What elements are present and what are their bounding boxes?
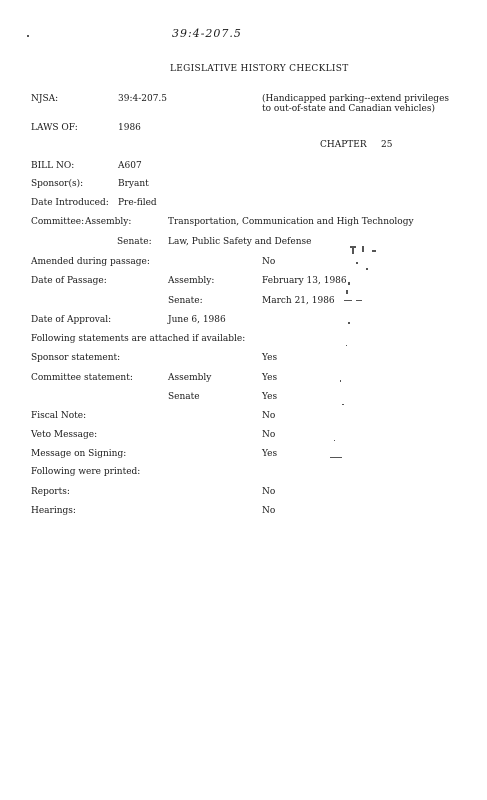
passage-assembly-value: February 13, 1986: [262, 276, 347, 286]
following-attached-heading: Following statements are attached if available:: [31, 334, 246, 344]
amended-value: No: [262, 257, 276, 267]
sponsor-value: Bryant: [118, 179, 149, 189]
fiscal-note-label: Fiscal Note:: [31, 411, 87, 421]
date-of-approval-label: Date of Approval:: [31, 315, 112, 325]
committee-statement-assembly-value: Yes: [262, 373, 278, 383]
veto-message-label: Veto Message:: [31, 430, 98, 440]
njsa-label: NJSA:: [31, 94, 59, 104]
handwritten-reference: 39:4-207.5: [172, 27, 242, 40]
committee-assembly-label: Assembly:: [85, 217, 132, 227]
amended-label: Amended during passage:: [31, 257, 150, 267]
date-of-approval-value: June 6, 1986: [168, 315, 226, 325]
committee-assembly-value: Transportation, Communication and High Technology: [168, 217, 414, 227]
committee-statement-senate-value: Yes: [262, 392, 278, 402]
reports-value: No: [262, 487, 276, 497]
bill-no-value: A607: [118, 161, 142, 171]
message-on-signing-label: Message on Signing:: [31, 449, 127, 459]
chapter-value: 25: [381, 140, 393, 150]
committee-label: Committee:: [31, 217, 85, 227]
page-title: LEGISLATIVE HISTORY CHECKLIST: [170, 64, 349, 74]
committee-senate-label: Senate:: [117, 237, 152, 247]
committee-statement-senate-label: Senate: [168, 392, 200, 402]
hearings-value: No: [262, 506, 276, 516]
date-introduced-label: Date Introduced:: [31, 198, 109, 208]
message-on-signing-value: Yes: [262, 449, 278, 459]
passage-senate-value: March 21, 1986: [262, 296, 335, 306]
veto-message-value: No: [262, 430, 276, 440]
sponsor-label: Sponsor(s):: [31, 179, 84, 189]
laws-of-label: LAWS OF:: [31, 123, 78, 133]
sponsor-statement-value: Yes: [262, 353, 278, 363]
date-of-passage-label: Date of Passage:: [31, 276, 107, 286]
laws-of-value: 1986: [118, 123, 141, 133]
njsa-description-line2: to out-of-state and Canadian vehicles): [262, 104, 435, 114]
njsa-value: 39:4-207.5: [118, 94, 168, 104]
chapter-label: CHAPTER: [320, 140, 367, 150]
njsa-description-line1: (Handicapped parking--extend privileges: [262, 94, 450, 104]
bill-no-label: BILL NO:: [31, 161, 75, 171]
sponsor-statement-label: Sponsor statement:: [31, 353, 121, 363]
committee-statement-assembly-label: Assembly: [168, 373, 212, 383]
committee-senate-value: Law, Public Safety and Defense: [168, 237, 312, 247]
following-printed-heading: Following were printed:: [31, 467, 141, 477]
date-introduced-value: Pre-filed: [118, 198, 157, 208]
reports-label: Reports:: [31, 487, 70, 497]
hearings-label: Hearings:: [31, 506, 76, 516]
passage-assembly-label: Assembly:: [168, 276, 215, 286]
fiscal-note-value: No: [262, 411, 276, 421]
committee-statement-label: Committee statement:: [31, 373, 133, 383]
passage-senate-label: Senate:: [168, 296, 203, 306]
